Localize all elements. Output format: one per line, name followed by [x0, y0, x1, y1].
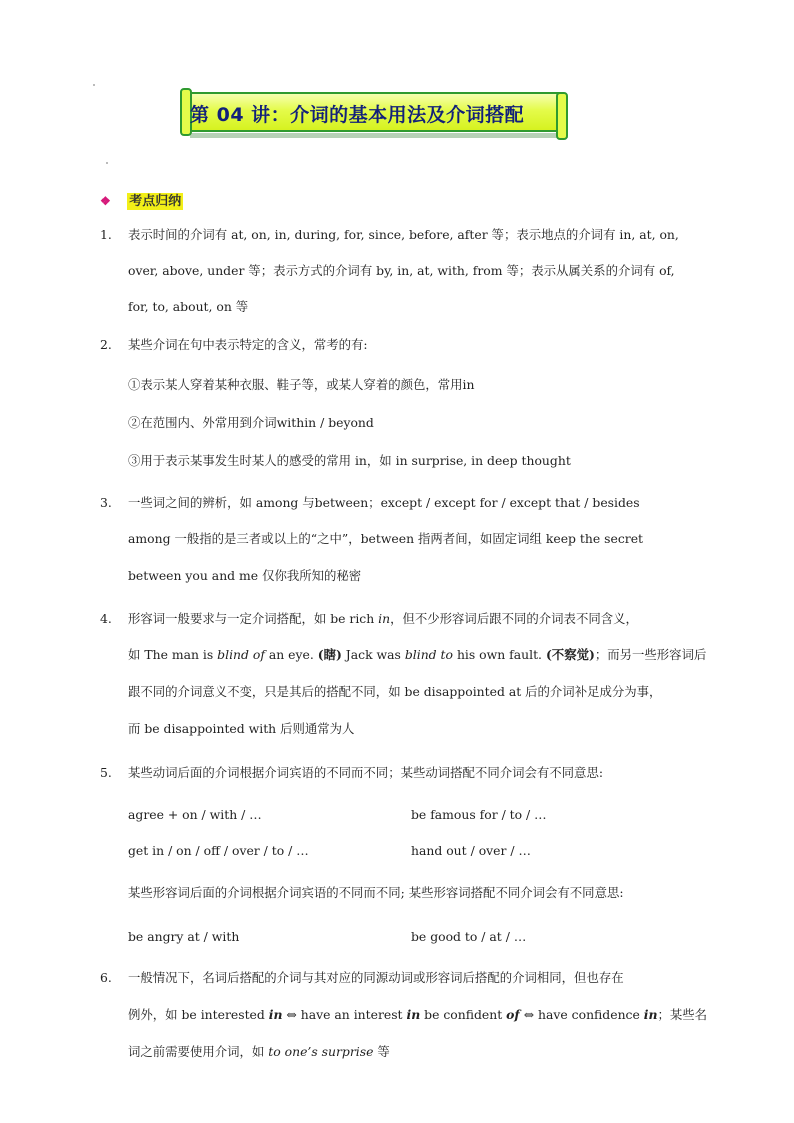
collocation-cell: be famous for / to / … — [411, 807, 547, 822]
decorative-dot — [93, 84, 95, 86]
item-number: 6. — [100, 970, 112, 985]
italic-text: in — [378, 611, 391, 626]
text-run: ；某些名 — [657, 1007, 708, 1022]
item-line: ①表示某人穿着某种衣服、鞋子等，或某人穿着的颜色，常用in — [128, 377, 475, 392]
text-run: his own fault. — [453, 647, 546, 662]
item-line — [128, 646, 706, 664]
bold-text: (不察觉) — [545, 647, 595, 662]
bold-italic-text: of — [506, 1007, 520, 1022]
item-number: 2. — [100, 337, 112, 352]
item-number: 3. — [100, 495, 112, 510]
item-number: 5. — [100, 765, 112, 780]
item-line — [128, 610, 638, 628]
bold-italic-text: in — [643, 1007, 658, 1022]
collocation-cell: be angry at / with — [128, 929, 240, 944]
item-line — [128, 1043, 390, 1061]
item-line: 某些形容词后面的介词根据介词宾语的不同而不同; 某些形容词搭配不同介词会有不同意思: — [128, 885, 624, 900]
page-title: 第 04 讲：介词的基本用法及介词搭配 — [190, 104, 525, 126]
text-run: 例外，如 be interested — [128, 1007, 269, 1022]
item-line: 一般情况下，名词后搭配的介词与其对应的同源动词或形容词后搭配的介词相同，但也存在 — [128, 970, 624, 985]
item-line: for, to, about, on 等 — [128, 299, 249, 314]
text-run: an eye. — [264, 647, 318, 662]
text-run: 形容词一般要求与一定介词搭配，如 be rich — [128, 611, 379, 626]
italic-text: to one’s surprise — [268, 1044, 374, 1059]
item-line: 某些动词后面的介词根据介词宾语的不同而不同；某些动词搭配不同介词会有不同意思: — [128, 765, 604, 780]
text-run: ；而另一些形容词后 — [594, 647, 707, 662]
diamond-bullet-icon: ❖ — [100, 194, 111, 208]
text-run: ⇔ have an interest — [282, 1007, 407, 1022]
collocation-cell: hand out / over / … — [411, 843, 531, 858]
item-number: 4. — [100, 611, 112, 626]
item-line: 某些介词在句中表示特定的含义，常考的有: — [128, 337, 368, 352]
italic-text: blind to — [404, 647, 453, 662]
bold-italic-text: in — [406, 1007, 421, 1022]
item-line: between you and me 仅你我所知的秘密 — [128, 568, 362, 583]
bold-text: (瞎) — [317, 647, 342, 662]
item-line: 表示时间的介词有 at, on, in, during, for, since, before, after 等；表示地点的介词有 in, at, on, — [128, 227, 679, 242]
item-line — [128, 1006, 707, 1024]
item-line: 一些词之间的辨析，如 among 与between；except / except for / except that / besides — [128, 495, 640, 510]
item-line: ②在范围内、外常用到介词within / beyond — [128, 415, 374, 430]
collocation-cell: get in / on / off / over / to / … — [128, 843, 309, 858]
italic-text: blind of — [217, 647, 265, 662]
item-line: among 一般指的是三者或以上的“之中”，between 指两者间，如固定词组 keep the secret — [128, 531, 644, 546]
item-line: 而 be disappointed with 后则通常为人 — [128, 721, 355, 736]
text-run: be confident — [420, 1007, 507, 1022]
item-line: 跟不同的介词意义不变，只是其后的搭配不同，如 be disappointed at 后的介词补足成分为事， — [128, 684, 662, 699]
banner-shadow — [190, 133, 568, 138]
section-label: 考点归纳 — [129, 194, 182, 209]
item-number: 1. — [100, 227, 112, 242]
collocation-cell: agree + on / with / … — [128, 807, 262, 822]
text-run: 如 The man is — [128, 647, 218, 662]
item-line: over, above, under 等；表示方式的介词有 by, in, at, with, from 等；表示从属关系的介词有 of, — [128, 263, 675, 278]
item-line: ③用于表示某事发生时某人的感受的常用 in，如 in surprise, in deep thought — [128, 453, 571, 468]
text-run: Jack was — [341, 647, 405, 662]
collocation-cell: be good to / at / … — [411, 929, 527, 944]
decorative-dot — [106, 162, 108, 164]
text-run: 词之前需要使用介词，如 — [128, 1044, 269, 1059]
bold-italic-text: in — [268, 1007, 283, 1022]
text-run: ，但不少形容词后跟不同的介词表不同含义， — [390, 611, 638, 626]
section-heading — [100, 190, 183, 209]
title-banner — [180, 88, 568, 138]
text-run: 等 — [373, 1044, 390, 1059]
text-run: ⇔ have confidence — [519, 1007, 644, 1022]
